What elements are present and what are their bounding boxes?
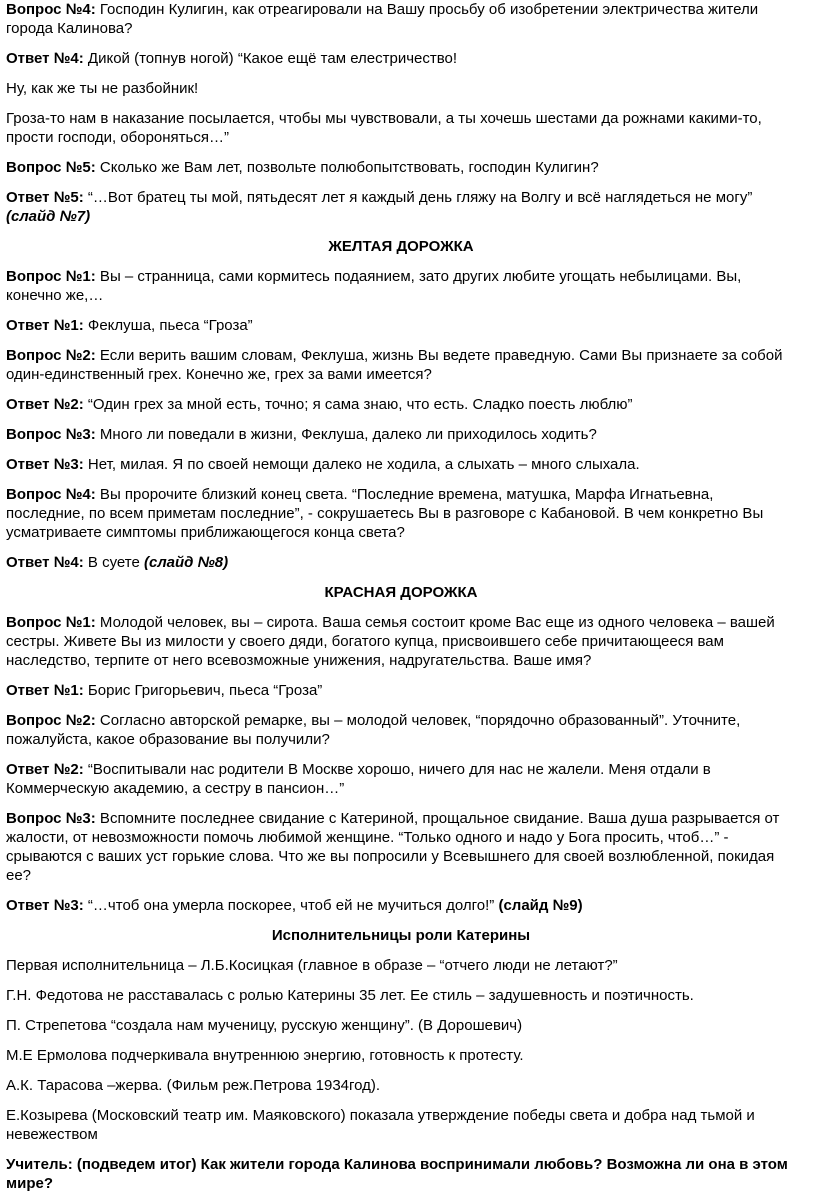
qa-label: Ответ №5: [6, 189, 84, 206]
question-paragraph [6, 0, 796, 38]
qa-text: “…Вот братец ты мой, пятьдесят лет я каждый день гляжу на Волгу и всё наглядеться не могу” [83, 189, 753, 206]
answer-paragraph [6, 681, 796, 700]
question-paragraph [6, 711, 796, 749]
answer-paragraph [6, 896, 796, 915]
question-paragraph [6, 346, 796, 384]
qa-label: Вопрос №2: [6, 712, 96, 729]
teacher-summary: Учитель: (подведем итог) Как жители города Калинова воспринимали любовь? Возможна ли она в этом мире? [6, 1156, 788, 1192]
qa-text: Вспомните последнее свидание с Катериной, прощальное свидание. Ваша душа разрывается от жалости, от невозможности помочь любимой женщине. “Только одного и надо у Бога просить, чтоб…” - срываются с ваших уст горькие слова. Что же вы попросили у Всевышнего для своей возлюбленной, покидая ее? [6, 810, 780, 884]
qa-text: Вы – странница, сами кормитесь подаянием, зато других любите угощать небылицами. Вы, конечно же,… [6, 268, 742, 304]
slide-reference: (слайд №7) [6, 208, 91, 225]
question-paragraph [6, 158, 796, 177]
qa-text: Вы пророчите близкий конец света. “Последние времена, матушка, Марфа Игнатьевна, последние, по всем приметам последние”, - сокрушаетесь Вы в разговоре с Кабановой. В чем конкретно Вы усматриваете симптомы приближающегося конца света? [6, 486, 764, 541]
text-paragraph: Г.Н. Федотова не расставалась с ролью Катерины 35 лет. Ее стиль – задушевность и поэтичность. [6, 987, 694, 1004]
qa-label: Вопрос №2: [6, 347, 96, 364]
text-paragraph: Е.Козырева (Московский театр им. Маяковского) показала утверждение победы света и добра над тьмой и невежеством [6, 1107, 755, 1143]
qa-text: Нет, милая. Я по своей немощи далеко не ходила, а слыхать – много слыхала. [83, 456, 640, 473]
slide-reference: (слайд №8) [144, 554, 229, 571]
qa-label: Ответ №2: [6, 396, 84, 413]
qa-label: Вопрос №1: [6, 614, 96, 631]
qa-label: Ответ №4: [6, 554, 84, 571]
qa-label: Ответ №1: [6, 682, 84, 699]
qa-text: Если верить вашим словам, Феклуша, жизнь Вы ведете праведную. Сами Вы признаете за собой один-единственный грех. Конечно же, грех за вами имеется? [6, 347, 783, 383]
question-paragraph [6, 809, 796, 885]
section-heading: Исполнительницы роли Катерины [271, 927, 531, 944]
qa-text: Много ли поведали в жизни, Феклуша, далеко ли приходилось ходить? [95, 426, 597, 443]
question-paragraph [6, 425, 796, 444]
question-paragraph [6, 613, 796, 670]
answer-paragraph [6, 188, 796, 226]
section-heading: КРАСНАЯ ДОРОЖКА [324, 584, 478, 601]
qa-label: Ответ №2: [6, 761, 84, 778]
qa-label: Ответ №3: [6, 456, 84, 473]
answer-paragraph [6, 316, 796, 335]
qa-text: Борис Григорьевич, пьеса “Гроза” [83, 682, 323, 699]
qa-label: Вопрос №1: [6, 268, 96, 285]
section-heading: ЖЕЛТАЯ ДОРОЖКА [328, 238, 474, 255]
qa-label: Вопрос №3: [6, 426, 96, 443]
qa-text: “…чтоб она умерла поскорее, чтоб ей не мучиться долго!” [83, 897, 499, 914]
answer-paragraph [6, 395, 796, 414]
text-paragraph: А.К. Тарасова –жерва. (Фильм реж.Петрова 1934год). [6, 1077, 381, 1094]
answer-paragraph [6, 455, 796, 474]
answer-paragraph [6, 553, 796, 572]
document-body [6, 0, 796, 1193]
qa-label: Вопрос №4: [6, 486, 96, 503]
qa-text: Согласно авторской ремарке, вы – молодой человек, “порядочно образованный”. Уточните, пожалуйста, какое образование вы получили? [6, 712, 741, 748]
qa-label: Вопрос №5: [6, 159, 96, 176]
text-paragraph: Гроза-то нам в наказание посылается, чтобы мы чувствовали, а ты хочешь шестами да рожнами какими-то, прости господи, обороняться…” [6, 110, 762, 146]
question-paragraph [6, 267, 796, 305]
qa-label: Ответ №4: [6, 50, 84, 67]
qa-text: Дикой (топнув ногой) “Какое ещё там елестричество! [83, 50, 458, 67]
qa-text: В суете [83, 554, 144, 571]
slide-reference: (слайд №9) [498, 897, 583, 914]
text-paragraph: Первая исполнительница – Л.Б.Косицкая (главное в образе – “отчего люди не летают?” [6, 957, 618, 974]
qa-text: Молодой человек, вы – сирота. Ваша семья состоит кроме Вас еще из одного человека – вашей сестры. Живете Вы из милости у своего дяди, богатого купца, присвоившего себе причитающееся вам наследство, терпите от него всевозможные унижения, надругательства. Ваше имя? [6, 614, 775, 669]
text-paragraph: Ну, как же ты не разбойник! [6, 80, 199, 97]
answer-paragraph [6, 49, 796, 68]
qa-text: Феклуша, пьеса “Гроза” [83, 317, 253, 334]
question-paragraph [6, 485, 796, 542]
qa-text: “Один грех за мной есть, точно; я сама знаю, что есть. Сладко поесть люблю” [83, 396, 633, 413]
qa-label: Вопрос №3: [6, 810, 96, 827]
text-paragraph: П. Стрепетова “создала нам мученицу, русскую женщину”. (В Дорошевич) [6, 1017, 523, 1034]
text-paragraph: М.Е Ермолова подчеркивала внутреннюю энергию, готовность к протесту. [6, 1047, 524, 1064]
qa-label: Ответ №3: [6, 897, 84, 914]
qa-label: Ответ №1: [6, 317, 84, 334]
qa-text: Сколько же Вам лет, позвольте полюбопытствовать, господин Кулигин? [95, 159, 599, 176]
qa-text: “Воспитывали нас родители В Москве хорошо, ничего для нас не жалели. Меня отдали в Коммерческую академию, а сестру в пансион…” [6, 761, 711, 797]
answer-paragraph [6, 760, 796, 798]
qa-text: Господин Кулигин, как отреагировали на Вашу просьбу об изобретении электричества жители города Калинова? [6, 1, 759, 37]
qa-label: Вопрос №4: [6, 1, 96, 18]
